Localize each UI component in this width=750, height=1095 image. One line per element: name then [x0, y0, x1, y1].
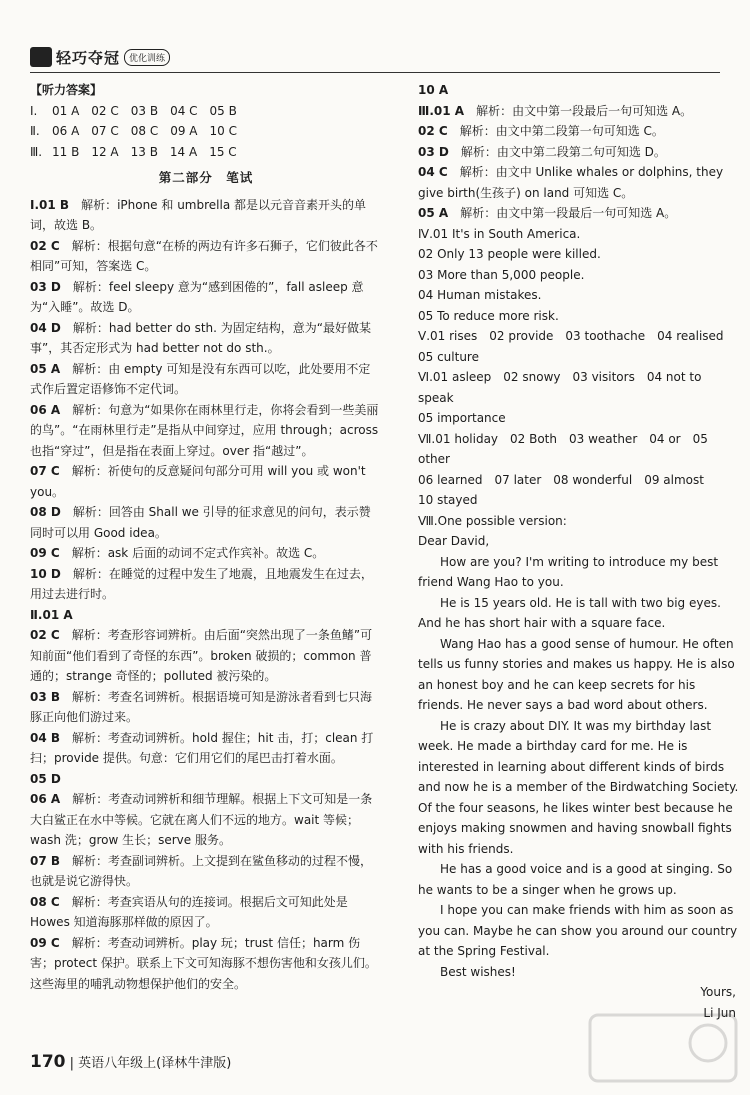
answer-item: 08 D 解析：回答由 Shall we 引导的征求意见的问句，表示赞同时可以用 Good idea。	[30, 505, 371, 540]
answer-item: 03 D 解析：feel sleepy 意为“感到困倦的”，fall asleep 意为“入睡”。故选 D。	[30, 279, 364, 314]
part-title: 第二部分 笔试	[158, 170, 254, 185]
listening-row: Ⅲ. 11 B 12 A 13 B 14 A 15 C	[30, 144, 237, 159]
logo-text: 轻巧夺冠	[56, 48, 121, 67]
letter-paragraph: He is crazy about DIY. It was my birthday last week. He made a birthday card for me. He is interested in learning about different kinds of birds and now he is a member of the Birdwatching Society. Of the four seasons, he likes winter best because he enjoys making snowmen and having snowball fights with his friends.	[418, 718, 739, 856]
answer-line: Ⅵ.01 asleep 02 snowy 03 visitors 04 not to speak	[418, 370, 702, 405]
page-header	[30, 44, 170, 70]
letter-paragraph: He is 15 years old. He is tall with two big eyes. And he has short hair with a square face.	[418, 595, 721, 630]
answer-line: 02 Only 13 people were killed.	[418, 247, 601, 261]
page-number: 170	[30, 1052, 66, 1072]
left-column	[30, 80, 382, 994]
answer-line: Ⅳ.01 It's in South America.	[418, 226, 581, 241]
answer-item: 05 A 解析：由 empty 可知是没有东西可以吃，此处要用不定式作后置定语修饰不定代词。	[30, 361, 371, 396]
answer-item: 03 B 解析：考查名词辨析。根据语境可知是游泳者看到七只海豚正向他们游过来。	[30, 689, 373, 724]
answer-item: 05 D	[30, 771, 61, 786]
writing-head: Ⅷ.One possible version:	[418, 513, 567, 528]
letter-greeting: Dear David,	[418, 534, 490, 548]
answer-item: 08 C 解析：考查宾语从句的连接词。根据后文可知此处是 Howes 知道海豚那样做的原因了。	[30, 894, 348, 929]
section-7	[418, 429, 740, 511]
answer-line: 03 More than 5,000 people.	[418, 267, 585, 282]
letter-paragraph: I hope you can make friends with him as soon as you can. Maybe he can show you around our country at the Spring Festival.	[418, 903, 738, 958]
section-5	[418, 326, 740, 367]
answer-item: 02 C 解析：根据句意“在桥的两边有许多石狮子，它们彼此各不相同”可知，答案选 C。	[30, 238, 378, 273]
watermark-stamp-icon	[588, 1013, 738, 1083]
section-1	[30, 195, 382, 605]
answer-item: 04 D 解析：had better do sth. 为固定结构，意为“最好做某事”，其否定形式为 had better not do sth.。	[30, 320, 371, 355]
answer-item: 09 C 解析：ask 后面的动词不定式作宾补。故选 C。	[30, 546, 325, 560]
letter-paragraph: How are you? I'm writing to introduce my best friend Wang Hao to you.	[418, 554, 719, 589]
listening-row: Ⅱ. 06 A 07 C 08 C 09 A 10 C	[30, 124, 237, 138]
logo-icon	[30, 47, 52, 67]
answer-item: Ⅲ.01 A 解析：由文中第一段最后一句可知选 A。	[418, 103, 693, 118]
section-6	[418, 367, 740, 429]
answer-item: Ⅱ.01 A	[30, 607, 73, 622]
answer-line: Ⅶ.01 holiday 02 Both 03 weather 04 or 05 other	[418, 431, 708, 466]
answer-item: 06 A 解析：考查动词辨析和细节理解。根据上下文可知是一条大白鲨正在水中等候。它就在离人们不远的地方。wait 等候；wash 洗；grow 生长；serve 服务。	[30, 792, 373, 847]
answer-item: 07 C 解析：祈使句的反意疑问句部分可用 will you 或 won't you。	[30, 464, 366, 499]
section-2	[30, 605, 382, 995]
letter-paragraph: Wang Hao has a good sense of humour. He often tells us funny stories and makes us happy. He is also an honest boy and he can keep secrets for his friends. He never says a bad word about others.	[418, 636, 735, 712]
answer-line: 05 To reduce more risk.	[418, 308, 559, 323]
section-3	[418, 101, 740, 224]
answer-item: 10 D 解析：在睡觉的过程中发生了地震，且地震发生在过去，用过去进行时。	[30, 566, 373, 601]
answer-item: 02 C 解析：考查形容词辨析。由后面“突然出现了一条鱼鳍”可知前面“他们看到了奇怪的东西”。broken 破损的；common 普通的；strange 奇怪的；polluted 被污染的。	[30, 628, 373, 683]
letter-signature: Li Jun	[703, 1005, 736, 1020]
footer-divider: |	[69, 1056, 75, 1071]
answer-item: 04 C 解析：由文中 Unlike whales or dolphins, they give birth(生孩子) on land 可知选 C。	[418, 165, 724, 200]
letter-paragraph: Best wishes!	[440, 964, 516, 979]
answer-item: 07 B 解析：考查副词辨析。上文提到在鲨鱼移动的过程不慢，也就是说它游得快。	[30, 853, 373, 888]
answer-line: 06 learned 07 later 08 wonderful 09 almost	[418, 472, 704, 487]
answer-item: 03 D 解析：由文中第二段第二句可知选 D。	[418, 144, 666, 159]
section-8	[418, 511, 740, 1024]
letter-closing: Yours,	[700, 985, 736, 999]
listening-row: Ⅰ. 01 A 02 C 03 B 04 C 05 B	[30, 103, 237, 118]
answer-item: 09 C 解析：考查动词辨析。play 玩；trust 信任；harm 伤害；protect 保护。联系上下文可知海豚不想伤害他和女孩儿们。这些海里的哺乳动物想保护他们的安全。	[30, 935, 377, 991]
section-4	[418, 224, 740, 327]
listening-answers	[30, 101, 382, 163]
right-column	[418, 80, 740, 1023]
listening-title: 【听力答案】	[30, 83, 103, 97]
header-rule	[30, 72, 720, 73]
answer-item: 02 C 解析：由文中第二段第一句可知选 C。	[418, 124, 664, 138]
series-badge: 优化训练	[124, 49, 170, 66]
answer-line: 05 importance	[418, 411, 506, 425]
letter-paragraph: He has a good voice and is a good at singing. So he wants to be a singer when he grows up.	[418, 862, 733, 897]
answer-line: 10 stayed	[418, 493, 478, 507]
answer-line: 04 Human mistakes.	[418, 288, 542, 302]
answer-item: 04 B 解析：考查动词辨析。hold 握住；hit 击，打；clean 打扫；provide 提供。句意：它们用它们的尾巴击打着水面。	[30, 730, 374, 765]
answer-item: Ⅰ.01 B 解析：iPhone 和 umbrella 都是以元音音素开头的单词，故选 B。	[30, 197, 366, 232]
answer-line: 05 culture	[418, 349, 479, 364]
answer-line: Ⅴ.01 rises 02 provide 03 toothache 04 realised	[418, 329, 724, 343]
answer-item: 05 A 解析：由文中第一段最后一句可知选 A。	[418, 206, 677, 220]
answer-item: 10 A	[418, 83, 449, 97]
book-title: 英语八年级上(译林牛津版)	[78, 1056, 232, 1071]
answer-item: 06 A 解析：句意为“如果你在雨林里行走，你将会看到一些美丽的鸟”。“在雨林里行走”是指从中间穿过，应用 through；across 也指“穿过”，但是指在表面上穿过。over 指“越过”。	[30, 402, 379, 458]
page-footer	[30, 1052, 231, 1072]
